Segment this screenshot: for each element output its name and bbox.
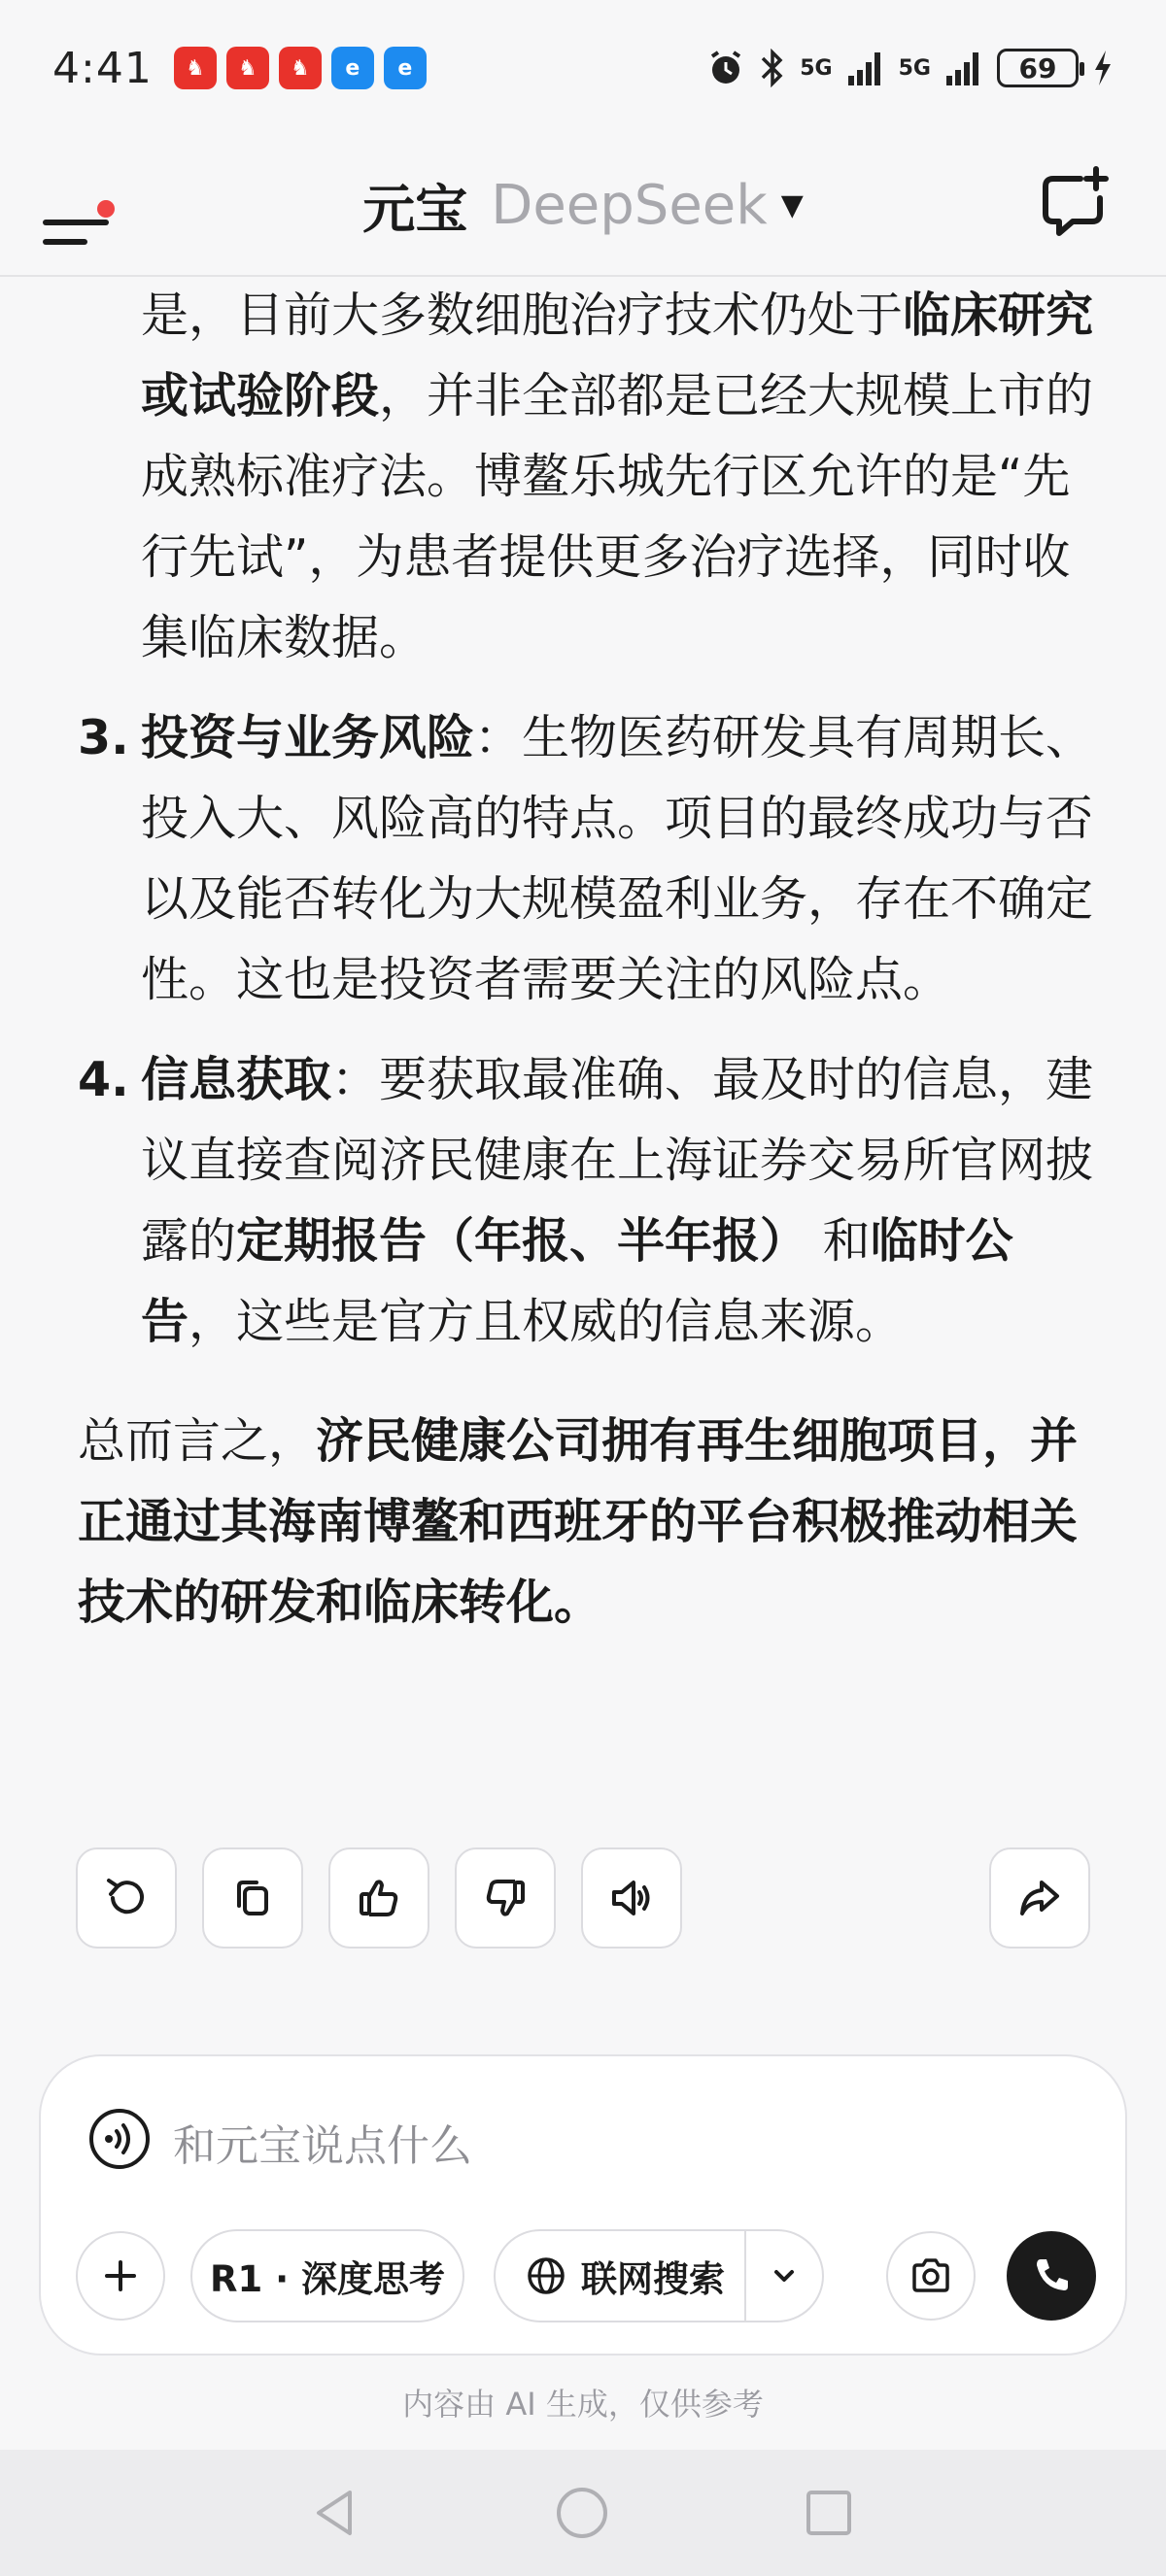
regenerate-button[interactable] bbox=[76, 1847, 177, 1949]
status-right bbox=[706, 49, 1114, 87]
chevron-down-icon[interactable] bbox=[768, 2259, 801, 2292]
text: 和 bbox=[807, 1213, 871, 1269]
app-icon: ♞ bbox=[226, 47, 269, 89]
refresh-icon bbox=[101, 1873, 152, 1923]
model-selector[interactable] bbox=[362, 168, 804, 243]
voice-input-button[interactable] bbox=[87, 2107, 152, 2171]
app-icon: ♞ bbox=[174, 47, 217, 89]
notification-icons bbox=[174, 47, 427, 89]
bold-text: 投资与业务风险 bbox=[141, 710, 475, 765]
phone-icon bbox=[1029, 2254, 1074, 2298]
network-label: 5G bbox=[800, 55, 833, 81]
globe-icon bbox=[525, 2254, 567, 2297]
text: ，并非全部都是已经大规模上市的成熟标准疗法。博鳌乐城先行区允许的是“先行先试”，为患者提供更多治疗选择，同时收集临床数据。 bbox=[141, 368, 1094, 665]
text: ：生物医药研发具有周期长、投入大、风险高的特点。项目的最终成功与否以及能否转化为大规模盈利业务，存在不确定性。这也是投资者需要关注的风险点。 bbox=[141, 710, 1094, 1007]
status-bar bbox=[0, 0, 1166, 136]
bold-text: 临时公告 bbox=[141, 1213, 1013, 1349]
dislike-button[interactable] bbox=[455, 1847, 556, 1949]
list-number: 4. bbox=[78, 1052, 129, 1107]
text: 总而言之， bbox=[78, 1413, 317, 1469]
back-button[interactable] bbox=[303, 2481, 367, 2545]
signal-icon bbox=[846, 49, 885, 87]
app-header bbox=[0, 136, 1166, 277]
recents-button[interactable] bbox=[797, 2481, 861, 2545]
new-chat-icon bbox=[1036, 165, 1114, 243]
camera-button[interactable] bbox=[886, 2231, 976, 2321]
share-button[interactable] bbox=[989, 1847, 1090, 1949]
deep-think-label: R1 · 深度思考 bbox=[209, 2258, 446, 2300]
chat-input[interactable]: 和元宝说点什么 bbox=[173, 2121, 472, 2171]
read-aloud-button[interactable] bbox=[581, 1847, 682, 1949]
browser-icon: e bbox=[331, 47, 374, 89]
web-search-label: 联网搜索 bbox=[581, 2258, 725, 2300]
divider bbox=[744, 2231, 746, 2321]
signal-icon bbox=[944, 49, 983, 87]
speaker-icon bbox=[606, 1873, 657, 1923]
home-circle-icon bbox=[550, 2481, 614, 2545]
list-item bbox=[0, 1039, 1166, 1362]
summary-paragraph bbox=[0, 1401, 1166, 1643]
notification-dot bbox=[97, 200, 115, 218]
like-button[interactable] bbox=[328, 1847, 429, 1949]
network-label: 5G bbox=[898, 55, 931, 81]
bold-text: 临床研究或试验阶段 bbox=[141, 288, 1094, 424]
alarm-icon bbox=[706, 49, 745, 87]
bold-text: 定期报告（年报、半年报） bbox=[236, 1213, 808, 1269]
voice-icon bbox=[87, 2107, 152, 2171]
list-item bbox=[0, 697, 1166, 1020]
deep-think-toggle[interactable] bbox=[190, 2229, 464, 2322]
message-actions bbox=[76, 1847, 1090, 1949]
list-item bbox=[0, 275, 1166, 678]
web-search-toggle[interactable] bbox=[494, 2229, 824, 2322]
browser-icon: e bbox=[384, 47, 427, 89]
app-icon: ♞ bbox=[279, 47, 322, 89]
bluetooth-icon bbox=[759, 49, 786, 87]
recents-square-icon bbox=[797, 2481, 861, 2545]
assistant-message bbox=[0, 282, 1166, 1643]
text: ，这些是官方且权威的信息来源。 bbox=[189, 1294, 904, 1349]
menu-button[interactable] bbox=[43, 175, 120, 233]
battery-indicator bbox=[997, 49, 1079, 87]
bold-text: 济民健康公司拥有再生细胞项目，并正通过其海南博鳌和西班牙的平台积极推动相关技术的研发和临床转化。 bbox=[78, 1413, 1079, 1630]
status-time: 4:41 bbox=[52, 43, 153, 93]
bold-text: 信息获取 bbox=[141, 1052, 332, 1107]
app-title: 元宝 bbox=[362, 179, 468, 240]
copy-icon bbox=[227, 1873, 278, 1923]
add-button[interactable] bbox=[76, 2231, 165, 2321]
text: 是，目前大多数细胞治疗技术仍处于 bbox=[141, 288, 904, 343]
plus-icon bbox=[101, 2256, 140, 2295]
menu-icon bbox=[43, 220, 109, 225]
new-chat-button[interactable] bbox=[1036, 165, 1114, 243]
charging-icon bbox=[1092, 49, 1114, 87]
model-name: DeepSeek bbox=[491, 174, 768, 237]
home-button[interactable] bbox=[550, 2481, 614, 2545]
menu-icon-line bbox=[43, 239, 87, 245]
battery-level: 69 bbox=[1018, 51, 1057, 85]
thumbs-up-icon bbox=[354, 1873, 404, 1923]
ai-disclaimer: 内容由 AI 生成，仅供参考 bbox=[402, 2386, 764, 2423]
copy-button[interactable] bbox=[202, 1847, 303, 1949]
chat-input-card bbox=[39, 2054, 1127, 2356]
back-triangle-icon bbox=[303, 2481, 367, 2545]
system-nav-bar bbox=[0, 2450, 1166, 2576]
caret-down-icon: ▼ bbox=[780, 188, 804, 222]
voice-call-button[interactable] bbox=[1007, 2231, 1096, 2321]
thumbs-down-icon bbox=[480, 1873, 531, 1923]
camera-icon bbox=[909, 2254, 953, 2298]
list-number: 3. bbox=[78, 710, 129, 765]
share-icon bbox=[1014, 1873, 1065, 1923]
text: ：要获取最准确、最及时的信息，建议直接查阅济民健康在上海证券交易所官网披露的 bbox=[141, 1052, 1094, 1269]
